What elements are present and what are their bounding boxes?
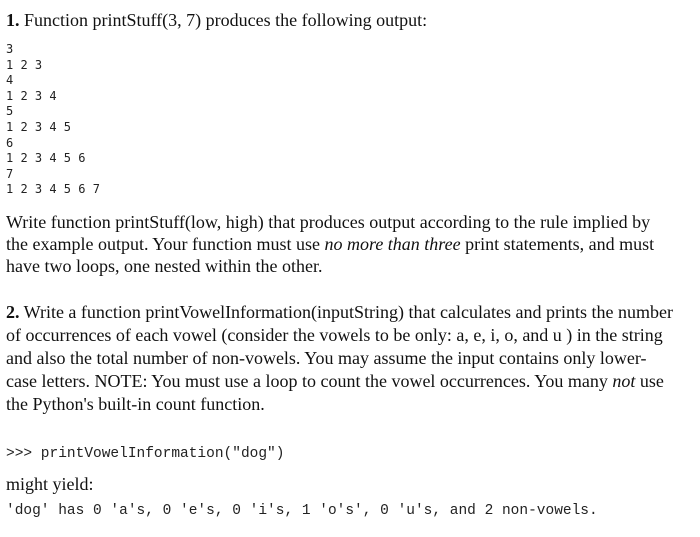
example-call: >>> printVowelInformation("dog"): [6, 446, 285, 462]
might-yield-label: might yield:: [6, 474, 94, 494]
q2-line: [6, 348, 647, 368]
text: use: [635, 371, 664, 391]
q1-para-line: [6, 212, 650, 232]
text: case letters. NOTE: You must use a loop to count the vowel occurrences. You many: [6, 371, 613, 391]
output-line: 1 2 3: [6, 57, 43, 72]
text: Write function printStuff(low, high) that produces output according to the rule implied by: [6, 212, 651, 232]
output-line: 5: [6, 104, 14, 119]
text: print statements, and must: [460, 234, 655, 254]
output-line: 6: [6, 135, 14, 150]
q1-number: 1.: [6, 10, 20, 30]
emphasis: not: [612, 371, 636, 391]
output-line: 7: [6, 166, 14, 181]
emphasis: no more than three: [324, 234, 461, 254]
example-output: 'dog' has 0 'a's, 0 'e's, 0 'i's, 1 'o's', 0 'u's, and 2 non-vowels.: [6, 503, 598, 519]
output-line: 4: [6, 73, 14, 88]
text: the example output. Your function must use: [6, 234, 325, 254]
q1-para-line: [6, 256, 322, 276]
output-line: 1 2 3 4 5 6: [6, 151, 86, 166]
output-line: 1 2 3 4: [6, 88, 57, 103]
text: of occurrences of each vowel (consider the vowels to be only: a, e, i, o, and u ) in the string: [6, 325, 663, 345]
output-line: 1 2 3 4 5: [6, 120, 72, 134]
q2-line: [6, 302, 673, 322]
q2-line: [6, 371, 664, 391]
q2-line: [6, 394, 265, 414]
text: have two loops, one nested within the other.: [6, 256, 323, 276]
q2-number: 2.: [6, 302, 20, 322]
output-line: 3: [6, 42, 14, 56]
q1-heading: [6, 10, 427, 30]
q2-line: [6, 325, 663, 345]
q1-para-line: [6, 234, 654, 254]
text: and also the total number of non-vowels. You may assume the input contains only lower-: [6, 348, 647, 368]
q1-title: Function printStuff(3, 7) produces the following output:: [24, 10, 428, 30]
text: Write a function printVowelInformation(inputString) that calculates and prints the number: [19, 302, 673, 322]
text: the Python's built-in count function.: [6, 394, 265, 414]
output-line: 1 2 3 4 5 6 7: [6, 182, 100, 197]
